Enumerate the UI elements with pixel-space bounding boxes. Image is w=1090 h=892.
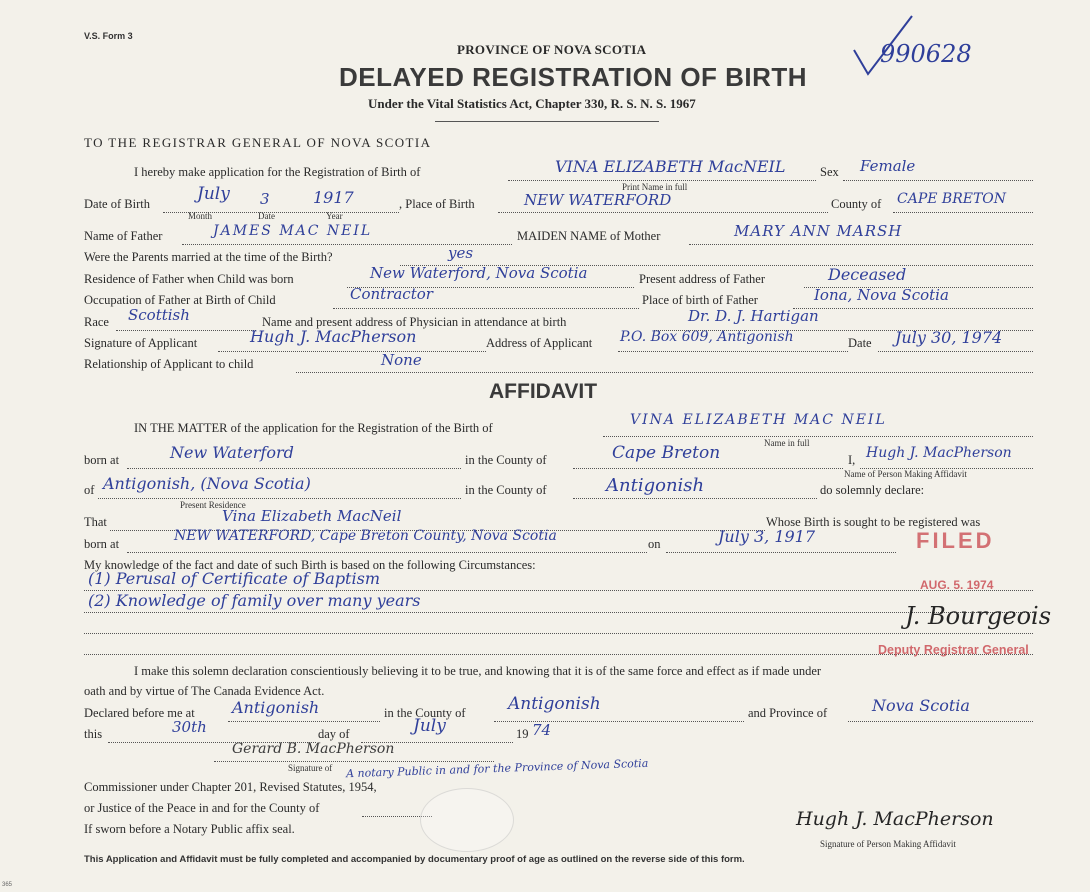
pob-value: NEW WATERFORD [524, 191, 672, 209]
declared-label: Declared before me at [84, 706, 195, 720]
of-label: of [84, 483, 95, 497]
corner-number: 365 [2, 882, 13, 888]
married-label: Were the Parents married at the time of the Birth? [84, 250, 333, 264]
of-value: Antigonish, (Nova Scotia) [103, 474, 311, 493]
father-pob-value: Iona, Nova Scotia [814, 286, 949, 304]
present-residence-caption: Present Residence [180, 500, 246, 510]
stamp-date: AUG. 5. 1974 [920, 578, 994, 592]
circumstance-2: (2) Knowledge of family over many years [88, 591, 421, 610]
born-at2-label: born at [84, 537, 120, 551]
in-county2-label: in the County of [465, 483, 547, 497]
province-heading: PROVINCE OF NOVA SCOTIA [457, 42, 647, 57]
relationship-value: None [381, 351, 422, 369]
county2-value: Antigonish [606, 475, 705, 496]
res-father-label: Residence of Father when Child was born [84, 272, 294, 286]
born-at-label: born at [84, 453, 120, 467]
present-addr-value: Deceased [828, 265, 907, 284]
race-value: Scottish [128, 306, 190, 324]
county-value: Cape Breton [612, 443, 721, 463]
county-label: County of [831, 197, 882, 211]
registrar-heading: TO THE REGISTRAR GENERAL OF NOVA SCOTIA [84, 135, 432, 150]
on-value: July 3, 1917 [718, 527, 816, 546]
knowledge-text: My knowledge of the fact and date of such Birth is based on the following Circumstances: [84, 558, 536, 572]
declare-label: do solemnly declare: [820, 483, 925, 497]
this-label: this [84, 727, 103, 741]
date-label: Date [848, 336, 872, 350]
dob-month-value: July [197, 184, 230, 204]
circumstance-1: (1) Perusal of Certificate of Baptism [88, 569, 380, 588]
on-label: on [648, 537, 661, 551]
affidavit-heading: AFFIDAVIT [489, 380, 598, 403]
declaration-line-2: oath and by virtue of The Canada Evidence Act. [84, 684, 325, 698]
physician-value: Dr. D. J. Hartigan [688, 307, 819, 325]
page-title: DELAYED REGISTRATION OF BIRTH [339, 62, 808, 92]
year-caption: Year [326, 211, 343, 221]
father-label: Name of Father [84, 229, 163, 243]
title-rule [435, 121, 659, 122]
sex-value: Female [860, 157, 916, 175]
married-value: yes [448, 244, 474, 262]
day-of-label: day of [318, 727, 350, 741]
whose-birth-label: Whose Birth is sought to be registered was [766, 515, 981, 529]
race-label: Race [84, 315, 109, 329]
application-intro: I hereby make application for the Registration of Birth of [134, 165, 421, 179]
present-addr-label: Present address of Father [639, 272, 766, 286]
i-label: I, [848, 453, 856, 467]
stamp-title: Deputy Registrar General [878, 643, 1029, 657]
declared-county-value: Antigonish [508, 694, 601, 714]
footer-note: This Application and Affidavit must be fully completed and accompanied by documentary proof of age as outlined on the reverse side of this form. [84, 854, 745, 865]
child-name-value: VINA ELIZABETH MacNEIL [555, 157, 786, 176]
print-name-caption: Print Name in full [622, 182, 688, 192]
dob-day-value: 3 [260, 190, 270, 208]
name-full-caption: Name in full [764, 438, 810, 448]
commissioner-signature: Gerard B. MacPherson [232, 741, 395, 757]
in-county-label: in the County of [465, 453, 547, 467]
occupation-label: Occupation of Father at Birth of Child [84, 293, 276, 307]
affiant-signature-caption: Signature of Person Making Affidavit [820, 839, 956, 849]
declaration-line-1: I make this solemn declaration conscientiously believing it to be true, and knowing that it is of the same force and effect as if made under [134, 664, 822, 678]
month-caption: Month [188, 211, 213, 221]
notary-label: If sworn before a Notary Public affix seal. [84, 822, 295, 836]
date-caption: Date [258, 211, 275, 221]
father-pob-label: Place of birth of Father [642, 293, 758, 307]
dob-year-value: 1917 [313, 188, 354, 207]
relationship-label: Relationship of Applicant to child [84, 357, 254, 371]
affiant-caption: Name of Person Making Affidavit [844, 469, 967, 479]
year-prefix: 19 [516, 727, 529, 741]
father-value: JAMES MAC NEIL [213, 223, 373, 239]
physician-label: Name and present address of Physician in attendance at birth [262, 315, 567, 329]
signature-of-value: A notary Public in and for the Province of Nova Scotia [345, 756, 649, 781]
month-value: July [413, 716, 446, 736]
file-number: 990628 [880, 40, 972, 68]
res-father-value: New Waterford, Nova Scotia [370, 264, 588, 282]
in-the-county-label: in the County of [384, 706, 466, 720]
sig-applicant-label: Signature of Applicant [84, 336, 198, 350]
addr-applicant-label: Address of Applicant [486, 336, 593, 350]
province-label: and Province of [748, 706, 828, 720]
sex-label: Sex [820, 165, 839, 179]
occupation-value: Contractor [350, 285, 433, 303]
mother-value: MARY ANN MARSH [734, 222, 903, 240]
addr-applicant-value: P.O. Box 609, Antigonish [620, 329, 794, 345]
justice-label: or Justice of the Peace in and for the County of [84, 801, 320, 815]
date-value: July 30, 1974 [895, 328, 1003, 347]
county-value: CAPE BRETON [897, 191, 1007, 207]
year-value: 74 [532, 721, 552, 739]
dob-label: Date of Birth [84, 197, 150, 211]
mother-label: MAIDEN NAME of Mother [517, 229, 661, 243]
act-subtitle: Under the Vital Statistics Act, Chapter 330, R. S. N. S. 1967 [368, 96, 696, 111]
affiant-name: Hugh J. MacPherson [866, 445, 1012, 461]
affidavit-matter-value: VINA ELIZABETH MAC NEIL [630, 412, 887, 428]
registrar-signature: J. Bourgeois [905, 602, 1052, 630]
born-at2-value: NEW WATERFORD, Cape Breton County, Nova Scotia [174, 528, 557, 544]
commissioner-label: Commissioner under Chapter 201, Revised Statutes, 1954, [84, 780, 377, 794]
pob-label: , Place of Birth [399, 197, 475, 211]
that-value: Vina Elizabeth MacNeil [222, 507, 402, 525]
signature-caption: Signature of [288, 763, 333, 773]
affiant-signature: Hugh J. MacPherson [796, 808, 994, 830]
that-label: That [84, 515, 107, 529]
born-at-value: New Waterford [170, 443, 294, 462]
province-value: Nova Scotia [872, 696, 970, 715]
day-value: 30th [172, 718, 207, 736]
sig-applicant-value: Hugh J. MacPherson [250, 327, 417, 346]
filed-stamp: FILED [916, 528, 995, 553]
form-code: V.S. Form 3 [84, 31, 133, 41]
affidavit-matter: IN THE MATTER of the application for the Registration of the Birth of [134, 421, 493, 435]
notary-seal [420, 788, 514, 852]
declared-value: Antigonish [232, 698, 320, 717]
